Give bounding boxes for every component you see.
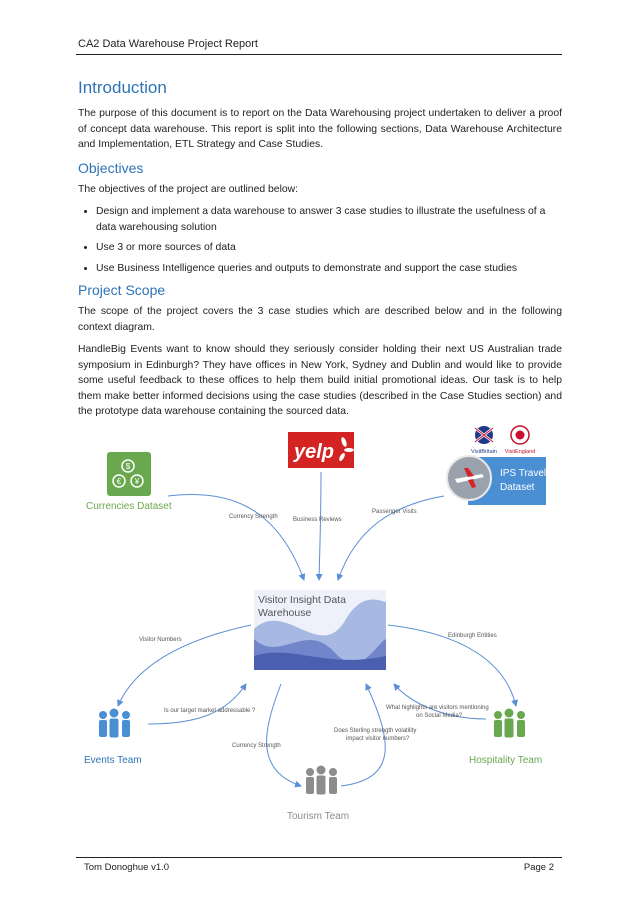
target-market-label: Is our target market addressable ?: [164, 708, 256, 714]
svg-text:VisitBritain: VisitBritain: [471, 449, 497, 455]
introduction-heading: Introduction: [78, 78, 167, 97]
document-body: [78, 78, 562, 427]
events-team-icon: [99, 709, 130, 738]
objective-item: • Use Business Intelligence queries and outputs to demonstrate and support the case studies: [96, 261, 562, 277]
currency-strength-label-2: Currency Strength: [232, 743, 281, 749]
currency-to-tourism-arrow: [267, 684, 301, 786]
sterling-question-label-2: impact visitor numbers?: [346, 736, 410, 742]
scope-paragraph-2: HandleBig Events want to know should they seriously consider holding their next US Australian trade symposium in Edinburgh? They have offices in New York, Sydney and Dublin and would like to provide some useful feedback to these offices to help them build initial promotional ideas. Our task is to help them make better informed decisions using the case studies (described in the Case Studies section) and the prototype data warehouse containing the sourced data.: [78, 344, 562, 417]
events-team-label: Events Team: [84, 755, 142, 766]
svg-text:¥: ¥: [134, 477, 140, 486]
context-diagram: [76, 424, 566, 834]
currencies-icon: [107, 452, 151, 496]
objectives-heading: Objectives: [78, 159, 144, 176]
svg-text:€: €: [116, 477, 122, 486]
events-question-arrow: [148, 684, 246, 724]
warehouse-label-1: Visitor Insight Data: [258, 594, 346, 606]
hospitality-team-icon: [494, 709, 525, 738]
tourism-team-label: Tourism Team: [287, 811, 350, 822]
svg-text:VisitEngland: VisitEngland: [504, 449, 536, 455]
reviews-arrow: [319, 472, 321, 580]
passenger-visits-label: Passenger Visits: [372, 509, 417, 515]
hospitality-team-label: Hospitality Team: [469, 755, 543, 766]
project-scope-heading: Project Scope: [78, 282, 166, 298]
currency-arrow: [168, 494, 304, 580]
social-question-label-2: on Social Media?: [416, 713, 463, 719]
currencies-dataset-label: Currencies Dataset: [86, 501, 172, 512]
svg-text:yelp: yelp: [293, 441, 335, 463]
ips-travel-dataset: [447, 456, 546, 505]
business-reviews-label: Business Reviews: [293, 517, 342, 523]
objective-item: • Use 3 or more sources of data: [96, 240, 562, 256]
footer-author: Tom Donoghue v1.0: [84, 862, 170, 873]
ips-travel-label-1: IPS Travel: [500, 468, 547, 479]
ips-travel-label-2: Dataset: [500, 482, 535, 493]
visitengland-logo: [505, 426, 535, 455]
page-number: Page 2: [523, 862, 554, 873]
header-divider: [76, 54, 562, 55]
tourism-question-arrow: [341, 684, 385, 786]
page-header: CA2 Data Warehouse Project Report: [78, 38, 258, 50]
visitor-numbers-arrow: [118, 625, 251, 706]
warehouse-label-2: Warehouse: [258, 607, 312, 619]
scope-paragraph-1: The scope of the project covers the 3 case studies which are described below and in the following context diagram.: [78, 306, 562, 333]
objectives-list: [78, 204, 562, 276]
footer-divider: [76, 857, 562, 858]
yelp-logo: [288, 432, 354, 468]
social-question-label-1: What highlights are visitors mentioning: [386, 705, 489, 711]
visitbritain-logo: [471, 426, 497, 455]
objective-item: • Design and implement a data warehouse to answer 3 case studies to illustrate the usefulness of a data warehousing solution: [96, 204, 562, 235]
tourism-team-icon: [306, 766, 337, 795]
svg-text:$: $: [125, 462, 131, 471]
introduction-paragraph: The purpose of this document is to report on the Data Warehousing project undertaken to deliver a proof of concept data warehouse. This report is split into the following sections, Data Warehouse Architecture and Implementation, ETL Strategy and Case Studies.: [78, 108, 562, 150]
edinburgh-entities-label: Edinburgh Entities: [448, 633, 497, 639]
sterling-question-label-1: Does Sterling strength volatility: [334, 728, 417, 734]
currency-strength-label: Currency Strength: [229, 514, 278, 520]
visitor-numbers-label: Visitor Numbers: [139, 637, 182, 643]
objectives-lead: The objectives of the project are outlined below:: [78, 183, 299, 195]
